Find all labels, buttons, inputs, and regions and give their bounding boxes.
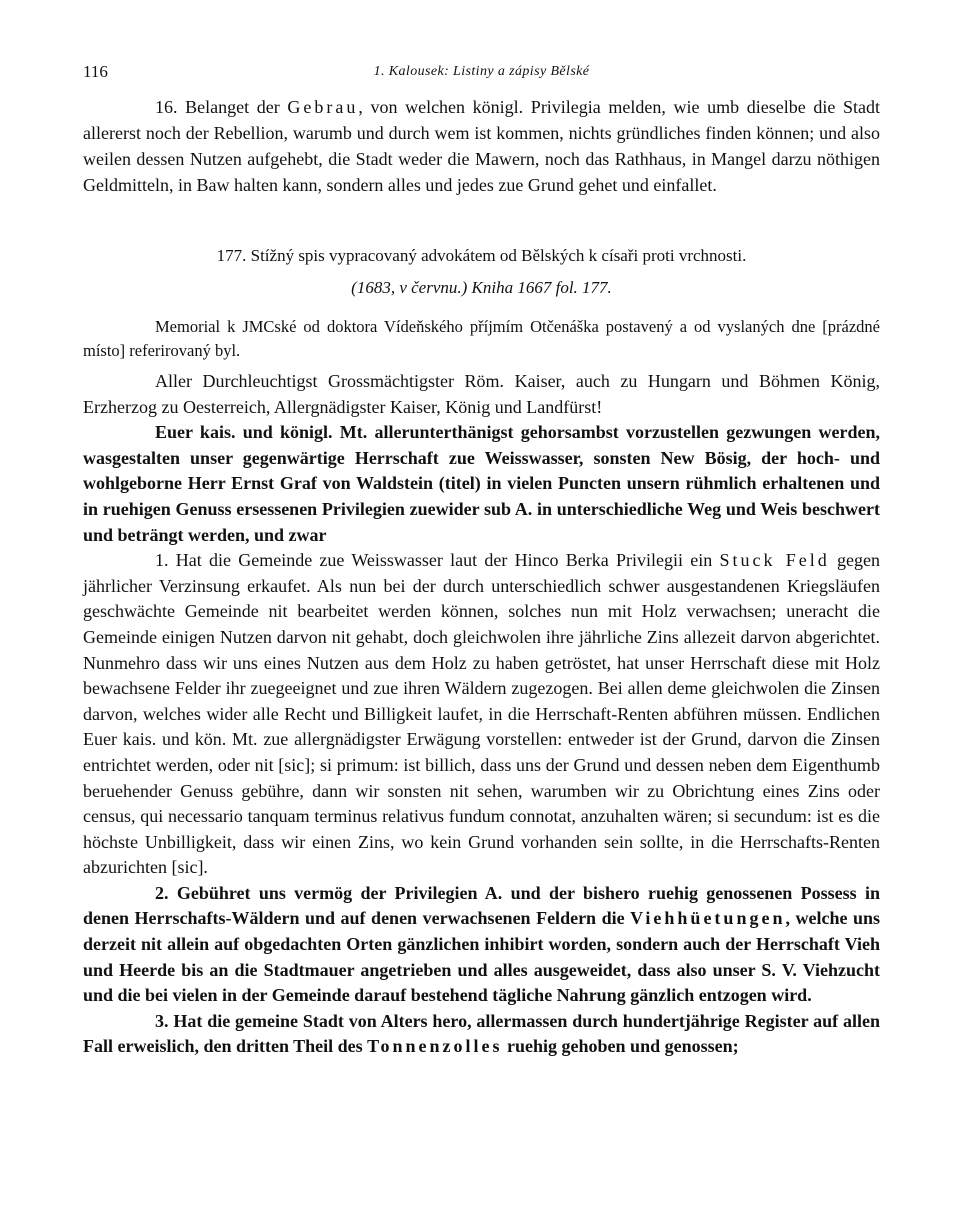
- paragraph-16-rest: , von welchen königl. Privilegia melden, wie umb dieselbe die Stadt allererst noch der Rebellion, warumb und durch wem ist kommen, nichts gründliches finden können; und also weilen dessen Nutzen aufgehebt, die Stadt weder die Mawern, noch das Rathhaus, in Mangel darzu nöthigen Geldmitteln, in Baw halten kann, sondern alles und jedes zue Grund gehet und einfallet.: [83, 97, 880, 195]
- intro-paragraph: Euer kais. und königl. Mt. allerunterthänigst gehorsambst vorzustellen gezwungen werden, wasgestalten unser gegenwärtige Herrschaft zue Weisswasser, sonsten New Bösig, der hoch- und wohlgeborne Herr Ernst Graf von Waldstein (titel) in vielen Puncten unsern rühmlich erhaltenen und in ruehigen Genuss ersessenen Privilegien zuewider sub A. in unterschiedliche Weg und Weis beschwert und beträngt werden, und zwar: [83, 422, 880, 545]
- point-3-rest: ruehig gehoben und genossen;: [502, 1036, 739, 1057]
- point-1-start: 1. Hat die Gemeinde zue Weisswasser laut der Hinco Berka Privilegii ein: [155, 550, 720, 571]
- page-number: 116: [83, 62, 108, 81]
- point-3-spaced-word: Tonnenzolles: [367, 1036, 503, 1057]
- point-2-paragraph: [83, 881, 880, 1009]
- document-body: [83, 369, 880, 1060]
- running-title: 1. Kalousek: Listiny a zápisy Bělské: [373, 64, 590, 79]
- document-page: [83, 60, 880, 1060]
- point-1-paragraph: [83, 548, 880, 881]
- entry-title: 177. Stížný spis vypracovaný advokátem od Bělských k císaři proti vrchnosti.: [216, 246, 747, 265]
- paragraph-16: [83, 94, 880, 198]
- entry-heading: [83, 243, 880, 301]
- paragraph-16-start: 16. Belanget der: [155, 97, 288, 117]
- paragraph-16-spaced-word: Gebrau: [287, 97, 359, 117]
- point-1-rest: gegen jährlicher Verzinsung erkaufet. Als nun bei der durch unterschiedlich schwer ausgestandenen Kriegsläufen geschwächte Gemeinde nit bearbeitet werden können, solches nun mit Holz verwachsen; uneracht die Gemeinde einigen Nutzen darvon nit gehabt, doch gleichwolen ihre jährliche Zins allezeit darvon abgerichtet. Nunmehro dass wir uns eines Nutzen aus dem Holz zu haben getröstet, hat unser Herrschaft diese mit Holz bewachsene Felder ihr zuegeeignet und zue ihren Wäldern zugezogen. Bei allen deme gleichwolen die Zinsen darvon, welches wider alle Recht und Billigkeit laufet, in die Herrschaft-Renten abführen müssen. Endlichen Euer kais. und kön. Mt. zue allergnädigster Erwägung vorstellen: entweder ist der Grund, darvon die Zinsen entrichtet werden, oder nit [sic]; si primum: ist billich, dass uns der Grund und dessen neben dem Eigenthumb beruehender Genuss gebühre, dann wir sonsten nit sehen, warumben wir zu Obrichtung eines Zins oder census, qui necessario tanquam terminus relativus fundum connotat, anzuhalten wären; si secundum: ist es die höchste Unbilligkeit, dass wir einen Zins, wo kein Grund vorhanden sein sollte, in die Herrschafts-Renten abzurichten [sic].: [83, 550, 880, 878]
- point-3-start: 3. Hat die gemeine Stadt von Alters hero, allermassen durch hundertjährige Register auf allen Fall erweislich, den dritten Theil des: [83, 1010, 880, 1057]
- point-2-start: 2. Gebühret uns vermög der Privilegien A. und der bishero ruehig genossenen Possess in denen Herrschafts-Wäldern und auf denen verwachsenen Feldern die: [83, 882, 880, 929]
- running-header: [83, 60, 880, 94]
- point-2-spaced-word: Viehhüetungen: [630, 908, 786, 929]
- point-1-spaced-words: Stuck Feld: [719, 550, 830, 571]
- point-3-paragraph: [83, 1009, 880, 1060]
- entry-date: (1683, v červnu.) Kniha 1667 fol. 177.: [351, 278, 612, 297]
- address-paragraph: Aller Durchleuchtigst Grossmächtigster Röm. Kaiser, auch zu Hungarn und Böhmen König, Erzherzog zu Oesterreich, Allergnädigster Kaiser, König und Landfürst!: [83, 371, 880, 417]
- point-2-rest: , welche uns derzeit nit allein auf obgedachten Orten gänzlichen inhibirt worden, sondern auch der Herrschaft Vieh und Heerde bis an die Stadtmauer angetrieben und alles ausgeweidet, dass also unser S. V. Viehzucht und die bei vielen in der Gemeinde darauf bestehend tägliche Nahrung gänzlich entzogen wird.: [83, 908, 880, 1006]
- entry-summary: Memorial k JMCské od doktora Vídeňského příjmím Otčenáška postavený a od vyslaných dne [prázdné místo] referirovaný byl.: [83, 317, 880, 360]
